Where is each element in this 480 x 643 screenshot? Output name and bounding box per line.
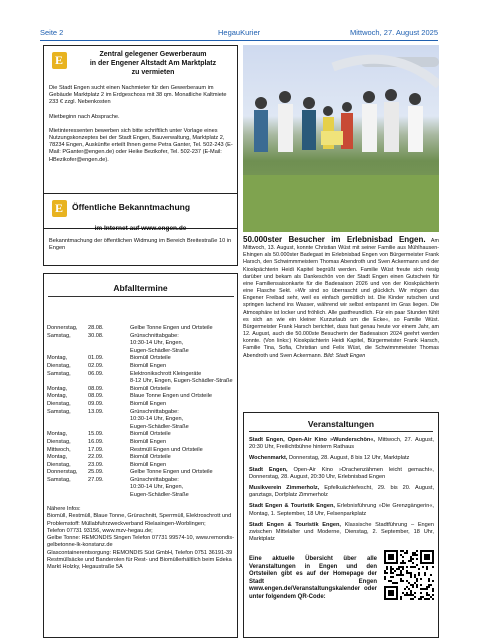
schedule-day: Dienstag, (47, 438, 71, 445)
schedule-event: 10:30-14 Uhr, Engen, (130, 416, 184, 423)
events-box (243, 412, 439, 638)
ad-paragraph: Die Stadt Engen sucht einen Nachmieter für den Gewerberaum im Gebäude Marktplatz 2 im Erdgeschoss mit 38 qm. Monatliche Kaltmiete 233 € zzgl. Nebenkosten (49, 85, 227, 106)
schedule-day (47, 424, 88, 432)
schedule-day (47, 484, 88, 492)
schedule-event: Biomüll Ortsteile (130, 431, 171, 438)
info-line: Restmüllsäcke und Banderolen für Rest- und Biomüllerhältlich beim Edeka Markt Holzky, Hegaustraße 5A (47, 557, 232, 571)
events-title: Veranstaltungen (307, 419, 375, 429)
schedule-date: 17.09. (88, 446, 104, 453)
schedule-day: Samstag, (47, 476, 71, 483)
schedule-date: 02.09. (88, 362, 104, 369)
schedule-row (47, 386, 240, 394)
schedule-event: Biomüll Engen (130, 438, 167, 445)
schedule-list (47, 325, 240, 500)
schedule-day: Dienstag, (47, 400, 71, 407)
schedule-event: 10:30-14 Uhr, Engen, (130, 484, 184, 491)
schedule-row (47, 348, 240, 356)
schedule-date: 08.09. (88, 385, 104, 392)
event-details: Open-Air Kino »Drachenzähmen leicht gemacht«, Donnerstag, 28. August, 20:30 Uhr, Erlebnisbad Engen (249, 466, 434, 480)
schedule-day: Mittwoch, (47, 446, 71, 453)
schedule-date: 06.09. (88, 370, 104, 377)
schedule-day: Donnerstag, (47, 325, 78, 331)
event-item (249, 455, 434, 462)
schedule-day: Montag, (47, 355, 68, 362)
event-organizer: Musikverein Zimmerholz, (249, 485, 325, 492)
infos-label: Nähere Infos: (47, 506, 81, 512)
schedule-date (88, 378, 130, 386)
schedule-row (47, 431, 240, 439)
notice-title: Öffentliche Bekanntmachung (72, 202, 191, 212)
schedule-row (47, 409, 240, 417)
pool-photo (243, 45, 439, 232)
schedule-day (47, 340, 88, 348)
issue-date: Mittwoch, 27. August 2025 (350, 28, 438, 37)
schedule-date (88, 416, 130, 424)
schedule-event: Biomüll Ortsteile (130, 385, 171, 392)
notice-text: Bekanntmachung der öffentlichen Widmung im Bereich Breitestraße 10 in Engen (49, 238, 232, 252)
ad-title-line: Zentral gelegener Gewerberaum (99, 51, 207, 58)
event-item (249, 437, 434, 451)
schedule-event: Biomüll Ortsteile (130, 355, 171, 362)
schedule-event: Eugen-Schädler-Straße (130, 347, 189, 354)
schedule-date: 22.09. (88, 454, 104, 461)
schedule-divider (48, 296, 234, 297)
schedule-date: 23.09. (88, 461, 104, 468)
schedule-row (47, 416, 240, 424)
schedule-day (47, 492, 88, 500)
events-divider (249, 431, 433, 432)
schedule-date (88, 484, 130, 492)
people-illustration (243, 45, 439, 232)
schedule-event: Elektronikschrott Kleingeräte (130, 370, 202, 377)
ad-title (72, 50, 234, 77)
ad-title-line: zu vermieten (131, 69, 175, 76)
article-body: Am Mittwoch, 13. August, konnte Christian Wüst mit seiner Familie aus Mühlhausen-Ehingen als 50.000ster Badegast im Erlebnisbad Engen von Bürgermeister Frank Harsch, den Schwimmmeistern Thomas Abendroth und Sven Ackermann und der Kioskpächterin Heidi Kapitel begrüßt werden. Familie Wüst freute sich riesig darüber und bekam als Dankeschön von der Stadt Engen einen Gutschein für eine Familiensaisonkarte für die Badesaison 2026 und von der Kioskpächterin eine Flasche Sekt. »Wir sind so überrascht und glücklich. Wir mögen das Engener Freibad sehr, weil es einfach gemütlich ist. Die Kinder rutschen und springen lachend ins Wasser, während wir selbst entspannt im Gras liegen. Die Atmosphäre ist locker und fröhlich. Alle gastfreundlich. Für ein paar Stunden fühlt es sich an wie ein kleiner Kurzurlaub um die Ecke«, so Familie Wüst. Bürgermeister Frank Harsch berichtet, dass fast genau heute vor einem Jahr, am 12. August, auch die 50.000ste Besucherin der Badesaison 2024 geehrt werden konnte. (Von links:) Kioskpächterin Heidi Kapitel, Bürgermeister Frank Harsch, Familie Tina, Sofia, Christian und Felix Wüst, die Schwimmmeister Thomas Abendroth und Sven Ackermann. (243, 238, 439, 359)
schedule-row (47, 462, 240, 470)
schedule-event: Eugen-Schädler-Straße (130, 492, 189, 499)
schedule-event: Biomüll Engen (130, 362, 167, 369)
schedule-date: 01.09. (88, 355, 104, 362)
page-number: Seite 2 (40, 28, 64, 37)
schedule-date: 15.09. (88, 431, 104, 438)
engen-logo-icon (52, 52, 67, 69)
schedule-date: 25.09. (88, 469, 104, 476)
schedule-row (47, 371, 240, 379)
event-organizer: Stadt Engen, (249, 466, 294, 473)
events-footer: Eine aktuelle Übersicht über alle Veranstaltungen in Engen und den Ortsteilen gibt es auf der Homepage der Stadt Engen www.engen.de/Veranstaltungskalender oder unter folgendem QR-Code: (249, 556, 377, 600)
schedule-row (47, 454, 240, 462)
ad-paragraph: Mietbeginn nach Absprache. (49, 113, 120, 120)
schedule-event: 10:30-14 Uhr, Engen, (130, 340, 184, 347)
schedule-infos (47, 506, 235, 572)
schedule-event: Grünschnittabgabe: (130, 408, 179, 415)
event-organizer: Stadt Engen, Open-Air Kino »Wunderschön«, (249, 437, 378, 443)
schedule-date: 28.08. (88, 325, 104, 331)
schedule-event: Eugen-Schädler-Straße (130, 423, 189, 430)
schedule-day (47, 378, 88, 386)
schedule-event: Biomüll Engen (130, 400, 167, 407)
schedule-event: Grünschnittabgabe: (130, 476, 179, 483)
schedule-date: 27.09. (88, 476, 104, 483)
schedule-row (47, 333, 240, 341)
schedule-row (47, 355, 240, 363)
schedule-event: Restmüll Engen und Ortsteile (130, 446, 203, 453)
event-organizer: Stadt Engen & Touristik Engen, (249, 503, 338, 510)
schedule-day: Montag, (47, 385, 68, 392)
schedule-row (47, 424, 240, 432)
article (243, 236, 439, 360)
schedule-row (47, 378, 240, 386)
qr-code-icon (384, 550, 434, 600)
events-list (249, 437, 434, 547)
schedule-row (47, 363, 240, 371)
event-details: Donnerstag, 28. August, 8 bis 12 Uhr, Marktplatz (289, 455, 410, 462)
ad-title-line: in der Engener Altstadt Am Marktplatz (89, 60, 217, 67)
event-item (249, 467, 434, 481)
info-line: Biomüll, Restmüll, Blaue Tonne, Grünschnitt, Sperrmüll, Elektroschrott und Problemstoff: Müllabfuhrzweckverband Rielasingen-Worblingen; (47, 513, 232, 527)
public-notice (43, 193, 238, 266)
schedule-date (88, 492, 130, 500)
schedule-date: 09.09. (88, 400, 104, 407)
photo-credit: Bild: Stadt Engen (323, 352, 366, 359)
schedule-event: Blaue Tonne Engen und Ortsteile (130, 393, 212, 400)
notice-web: im Internet auf www.engen.de (94, 225, 187, 232)
schedule-day: Montag, (47, 431, 68, 438)
article-headline: 50.000ster Besucher im Erlebnisbad Engen. (243, 235, 426, 244)
schedule-row (47, 447, 240, 455)
event-details: Mittwoch, 27. August, 20:30 Uhr, Freilichtbühne hinterm Rathaus (249, 437, 434, 451)
schedule-day (47, 348, 88, 356)
schedule-event: Biomüll Ortsteile (130, 454, 171, 461)
ad-paragraph: Mietinteressenten bewerben sich bitte schriftlich unter Vorlage eines Nutzungskonzeptes bei der Stadt Engen, Bauverwaltung, Marktplatz 2, 78234 Engen, Auskünfte erteilt Ihnen gerne Petra Ganter, Tel. 502-243 (E-Mail: PGanter@engen.de) oder Heike Bezikofer, Tel. 502-237 (E-Mail: HBezikofer@engen.de). (49, 127, 233, 163)
schedule-event: Gelbe Tonne Engen und Ortsteile (130, 325, 213, 331)
schedule-event: 8-12 Uhr, Engen, Eugen-Schädler-Straße (130, 378, 233, 385)
schedule-day: Dienstag, (47, 461, 71, 468)
page-header (40, 28, 438, 41)
event-item (249, 522, 434, 544)
schedule-title: Abfalltermine (113, 283, 168, 293)
event-organizer: Wochenmarkt, (249, 455, 289, 462)
event-item (249, 503, 434, 517)
newspaper-name: HegauKurier (218, 28, 261, 37)
schedule-day: Dienstag, (47, 362, 71, 369)
schedule-row (47, 492, 240, 500)
schedule-date: 08.09. (88, 393, 104, 400)
schedule-day: Montag, (47, 454, 68, 461)
schedule-date: 30.08. (88, 332, 104, 339)
info-line: Glascontainerentsorgung: REMONDIS Süd GmbH, Telefon 0751 36191-39 (47, 549, 233, 556)
schedule-day: Samstag, (47, 408, 71, 415)
schedule-date: 16.09. (88, 438, 104, 445)
schedule-date (88, 348, 130, 356)
schedule-day: Samstag, (47, 332, 71, 339)
event-details: Epfelkuächlefescht, 29. bis 20. August, ganztags, Dorfplatz Zimmerholz (249, 485, 434, 499)
schedule-row (47, 477, 240, 485)
schedule-event: Grünschnittabgabe: (130, 332, 179, 339)
schedule-row (47, 484, 240, 492)
schedule-event: Gelbe Tonne Engen und Ortsteile (130, 469, 213, 476)
schedule-day: Samstag, (47, 370, 71, 377)
schedule-day: Donnerstag, (47, 469, 78, 476)
schedule-row (47, 469, 240, 477)
schedule-row (47, 340, 240, 348)
schedule-row (47, 325, 240, 333)
schedule-day (47, 416, 88, 424)
event-organizer: Stadt Engen & Touristik Engen, (249, 521, 345, 528)
schedule-row (47, 401, 240, 409)
schedule-date (88, 340, 130, 348)
schedule-event: Biomüll Engen (130, 461, 167, 468)
info-line: Telefon 07731 93156, www.mzv-hegau.de; (47, 527, 153, 534)
schedule-date: 13.09. (88, 408, 104, 415)
event-item (249, 485, 434, 499)
schedule-row (47, 393, 240, 401)
schedule-day: Montag, (47, 393, 68, 400)
event-details: Erlebnisführung »Die Grenzgängerin«, Montag, 1. September, 18 Uhr, Felsenparkplatz (249, 503, 434, 517)
info-line: Gelbe Tonne: REMONDIS Singen Telefon 07731 99574-10, www.remondis-gelbetonne-lk-konstanz.de (47, 535, 234, 549)
engen-logo-icon (52, 200, 67, 217)
schedule-date (88, 424, 130, 432)
schedule-row (47, 439, 240, 447)
event-details: Klassische Stadtführung – Engen zwischen Mittelalter und Moderne, Dienstag, 2. September, 18 Uhr, Marktplatz (249, 521, 434, 543)
